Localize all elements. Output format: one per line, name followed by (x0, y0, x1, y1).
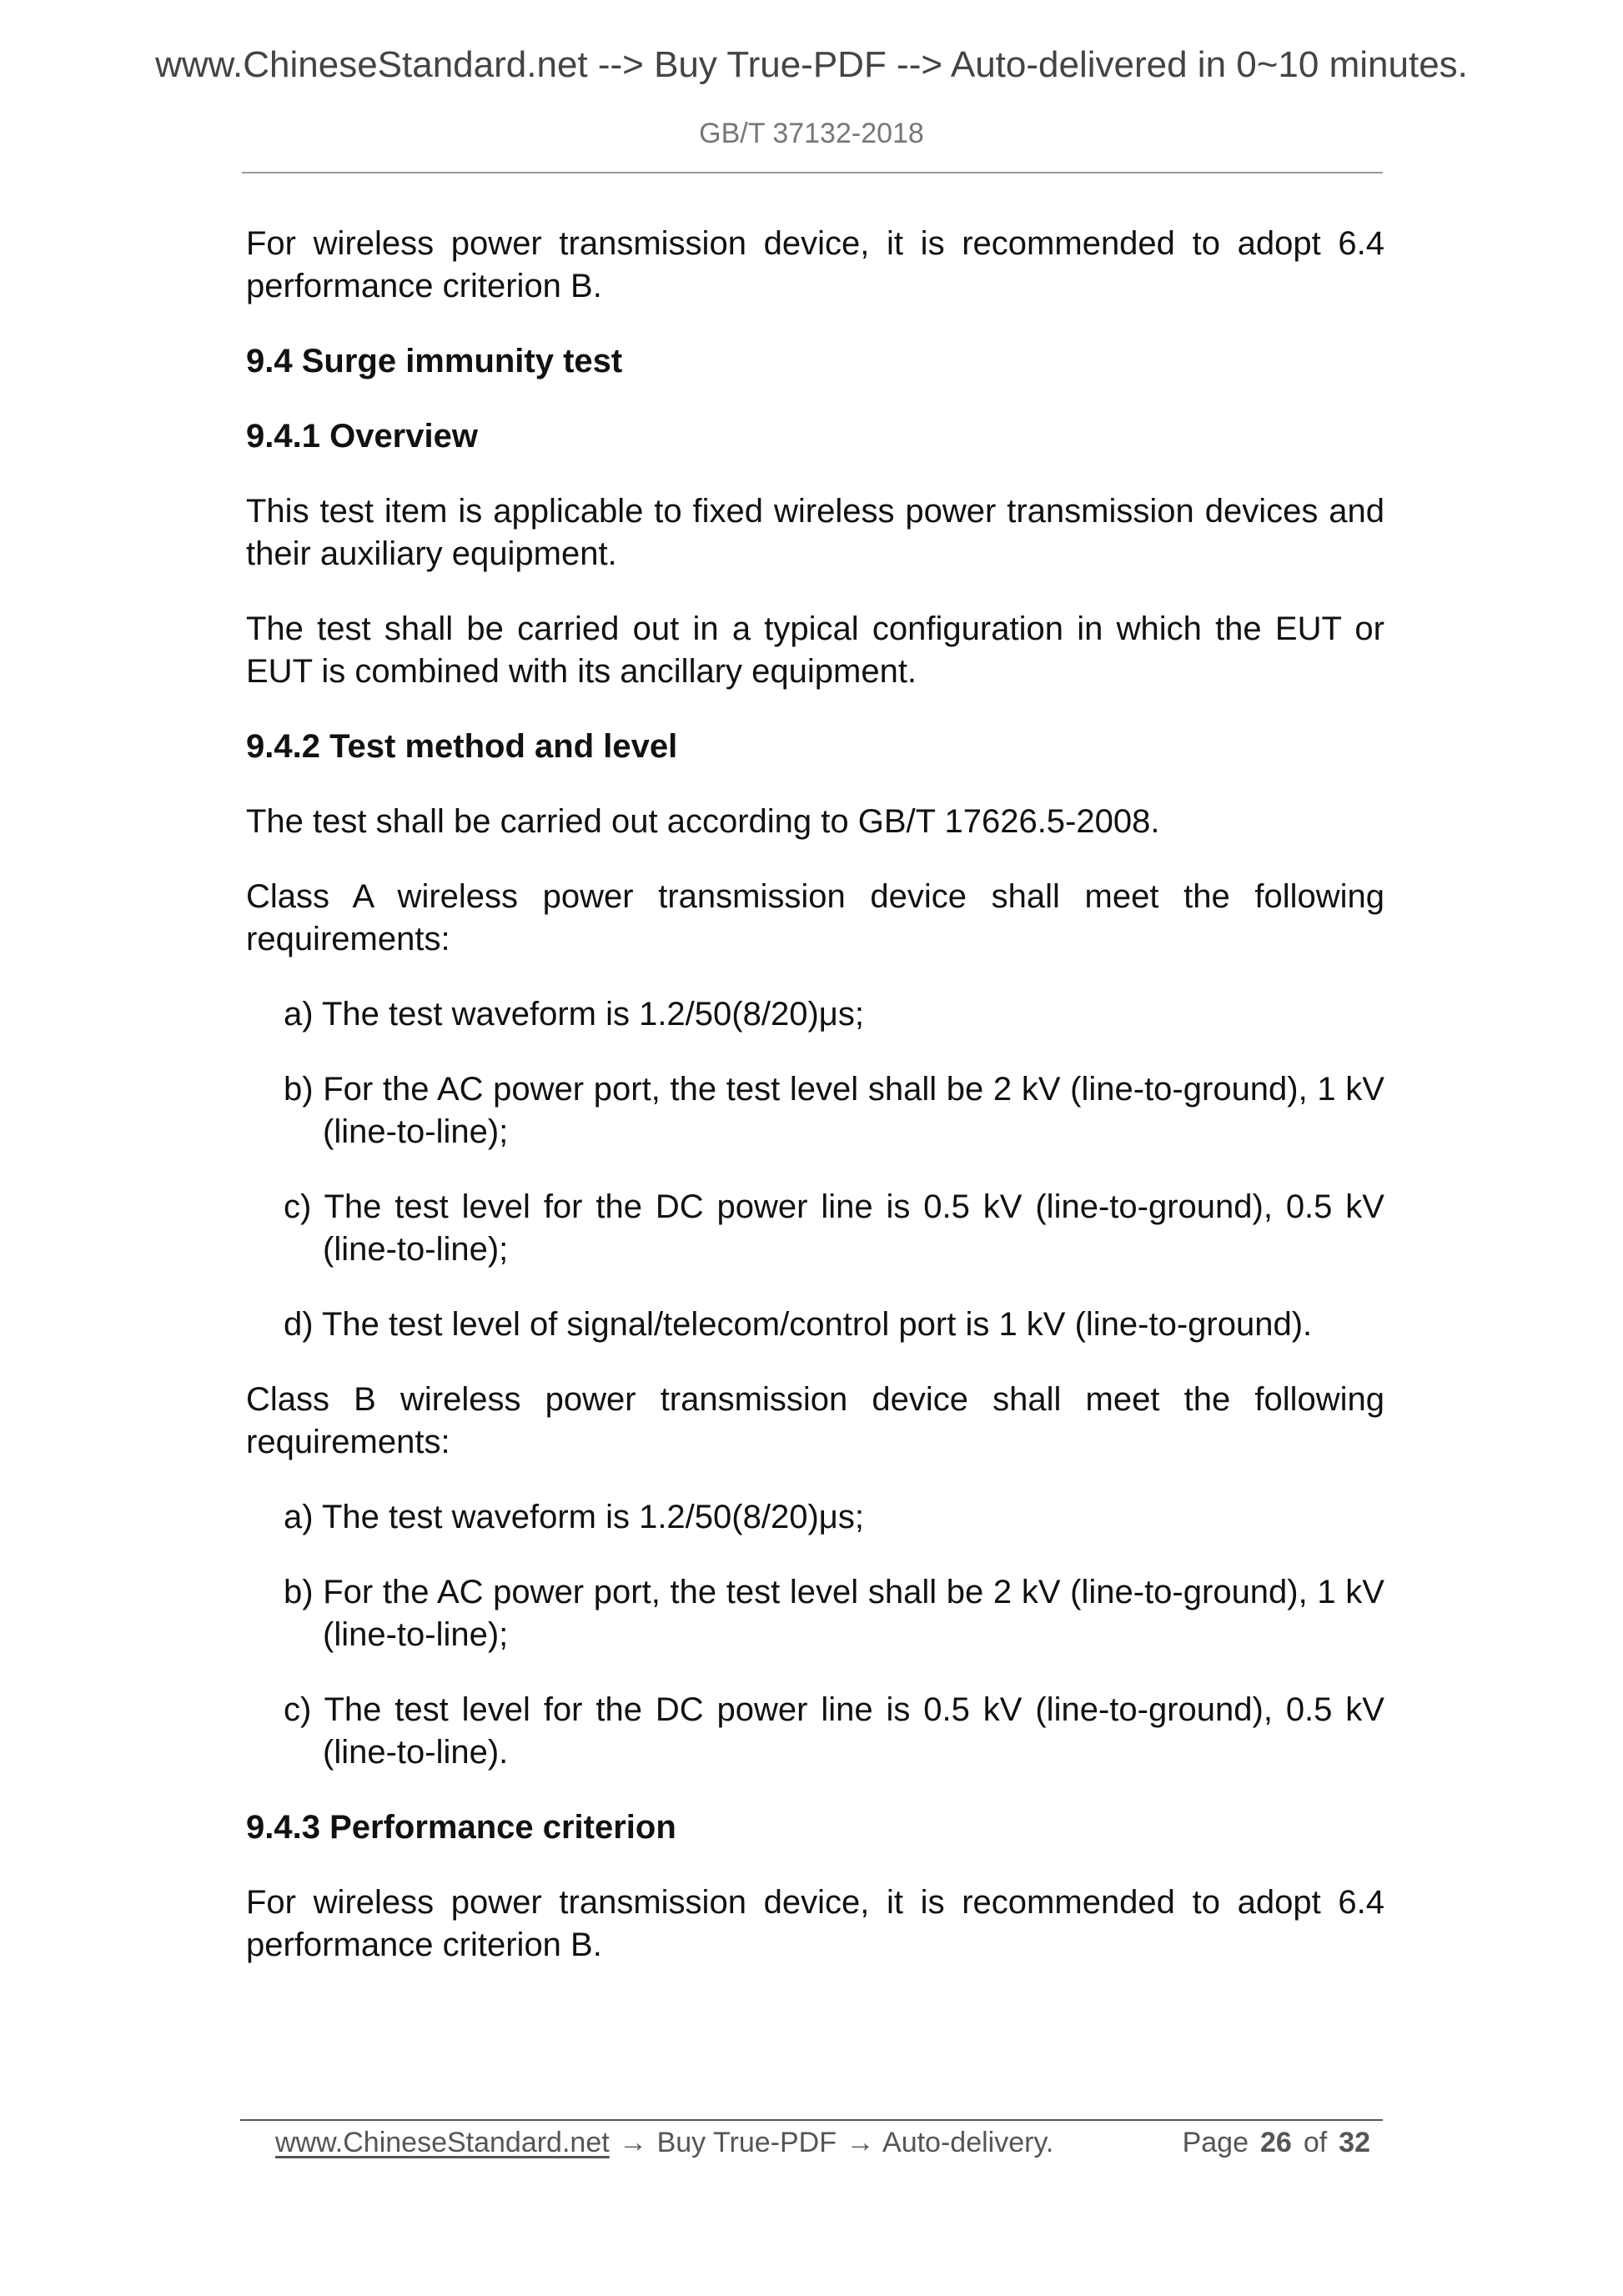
arrow-right-icon: → (846, 2127, 875, 2158)
footer-buy-text: Buy True-PDF (656, 2127, 837, 2158)
header-banner: www.ChineseStandard.net --> Buy True-PDF --> Auto-delivered in 0~10 minutes. (155, 44, 1468, 85)
performance-criterion-paragraph: For wireless power transmission device, it is recommended to adopt 6.4 performance criterion B. (246, 1884, 1384, 1963)
section-heading-9-4-1: 9.4.1 Overview (246, 418, 478, 455)
class-a-requirements-list (246, 993, 1384, 1346)
footer-divider (240, 2119, 1383, 2121)
list-item: c) The test level for the DC power line is 0.5 kV (line-to-ground), 0.5 kV (line-to-line); (284, 1188, 1384, 1268)
section-heading-9-4: 9.4 Surge immunity test (246, 343, 623, 379)
footer-auto-text: Auto-delivery. (882, 2127, 1054, 2158)
section-heading-9-4-3: 9.4.3 Performance criterion (246, 1809, 676, 1846)
overview-paragraph: The test shall be carried out in a typical configuration in which the EUT or EUT is combined with its ancillary equipment. (246, 610, 1384, 690)
overview-paragraph: This test item is applicable to fixed wireless power transmission devices and their auxiliary equipment. (246, 493, 1384, 572)
class-b-intro: Class B wireless power transmission device shall meet the following requirements: (246, 1381, 1384, 1460)
page-total: 32 (1339, 2127, 1370, 2158)
list-item: a) The test waveform is 1.2/50(8/20)μs; (284, 996, 864, 1032)
footer-promo (275, 2125, 1053, 2160)
footer-site-link[interactable]: www.ChineseStandard.net (275, 2127, 610, 2158)
list-item: b) For the AC power port, the test level shall be 2 kV (line-to-ground), 1 kV (line-to-line); (284, 1574, 1384, 1653)
header-divider (242, 172, 1383, 173)
page-indicator (1183, 2125, 1370, 2160)
document-code: GB/T 37132-2018 (699, 118, 924, 149)
section-heading-9-4-2: 9.4.2 Test method and level (246, 728, 678, 765)
page-current: 26 (1259, 2127, 1292, 2158)
class-a-intro: Class A wireless power transmission device shall meet the following requirements: (246, 878, 1384, 957)
of-label: of (1303, 2127, 1328, 2158)
arrow-right-icon: → (619, 2127, 648, 2158)
page-label: Page (1182, 2127, 1249, 2158)
page-content (246, 223, 1384, 1999)
list-item: c) The test level for the DC power line is 0.5 kV (line-to-ground), 0.5 kV (line-to-line). (284, 1691, 1384, 1771)
list-item: b) For the AC power port, the test level shall be 2 kV (line-to-ground), 1 kV (line-to-line); (284, 1071, 1384, 1150)
list-item: d) The test level of signal/telecom/control port is 1 kV (line-to-ground). (284, 1306, 1313, 1343)
test-method-paragraph: The test shall be carried out according to GB/T 17626.5-2008. (246, 803, 1160, 840)
intro-paragraph: For wireless power transmission device, it is recommended to adopt 6.4 performance criterion B. (246, 225, 1384, 304)
list-item: a) The test waveform is 1.2/50(8/20)μs; (284, 1499, 864, 1535)
class-b-requirements-list (246, 1496, 1384, 1774)
